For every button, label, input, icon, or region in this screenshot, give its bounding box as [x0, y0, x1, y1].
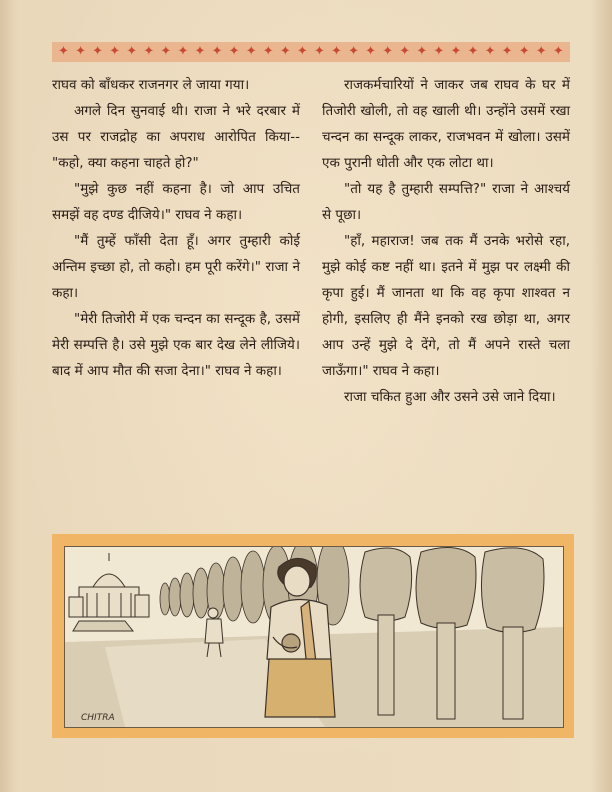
illustration-drawing — [65, 547, 563, 727]
ornament-star-icon: ✦ — [58, 44, 69, 59]
paragraph: "मेरी तिजोरी में एक चन्दन का सन्दूक है, उसमें मेरी सम्पत्ति है। उसे मुझे एक बार देख लेने लीजिये। बाद में आप मौत की सजा देना।" राघव ने कहा। — [52, 311, 300, 379]
ornament-star-icon: ✦ — [279, 44, 291, 59]
ornament-star-icon: ✦ — [416, 44, 428, 59]
ornament-star-icon: ✦ — [228, 44, 240, 59]
ornament-star-icon: ✦ — [450, 44, 462, 59]
ornament-star-icon: ✦ — [313, 44, 325, 59]
artist-signature: CHITRA — [81, 713, 115, 723]
foreground-trees — [360, 548, 544, 719]
text-column-left — [52, 72, 300, 384]
illustration-frame — [52, 534, 574, 738]
illustration — [64, 546, 564, 728]
text-column-right — [322, 72, 570, 410]
ornament-star-icon: ✦ — [92, 44, 104, 59]
paragraph: "तो यह है तुम्हारी सम्पत्ति?" राजा ने आश्चर्य से पूछा। — [322, 181, 570, 223]
paragraph: राजा चकित हुआ और उसने उसे जाने दिया। — [344, 389, 556, 405]
paragraph: राघव को बाँधकर राजनगर ले जाया गया। — [52, 77, 250, 93]
ornament-star-icon: ✦ — [245, 44, 257, 59]
ornament-star-icon: ✦ — [382, 44, 394, 59]
ornament-star-icon: ✦ — [143, 44, 155, 59]
paragraph: "मैं तुम्हें फाँसी देता हूँ। अगर तुम्हारी कोई अन्तिम इच्छा हो, तो कहो। हम पूरी करेंगे।" राजा ने कहा। — [52, 233, 300, 301]
ornament-star-icon: ✦ — [75, 44, 86, 59]
ornament-star-icon: ✦ — [109, 44, 121, 59]
ornament-star-icon: ✦ — [160, 44, 172, 59]
ornament-star-icon: ✦ — [296, 44, 308, 59]
ornament-star-icon: ✦ — [518, 44, 530, 59]
ornament-star-icon: ✦ — [348, 44, 359, 59]
ornament-star-icon: ✦ — [331, 44, 342, 59]
ornament-star-icon: ✦ — [535, 44, 547, 59]
ornament-star-icon: ✦ — [467, 44, 479, 59]
ornament-star-icon: ✦ — [501, 44, 513, 59]
paragraph: राजकर्मचारियों ने जाकर जब राघव के घर में तिजोरी खोली, तो वह खाली थी। उन्होंने उसमें रखा चन्दन का सन्दूक लाकर, राजभवन में खोला। उसमें एक पुरानी धोती और एक लोटा था। — [322, 77, 570, 171]
paragraph: अगले दिन सुनवाई थी। राजा ने भरे दरबार में उस पर राजद्रोह का अपराध आरोपित किया--"कहो, क्या कहना चाहते हो?" — [52, 103, 300, 171]
ornament-star-icon: ✦ — [433, 44, 445, 59]
ornament-star-icon: ✦ — [194, 44, 206, 59]
ornament-star-icon: ✦ — [262, 44, 274, 59]
ornament-star-icon: ✦ — [211, 44, 223, 59]
ornament-star-icon: ✦ — [365, 44, 377, 59]
ornament-star-icon: ✦ — [484, 44, 496, 59]
ornament-star-icon: ✦ — [177, 44, 189, 59]
ornament-star-icon: ✦ — [399, 44, 411, 59]
paragraph: "मुझे कुछ नहीं कहना है। जो आप उचित समझें वह दण्ड दीजिये।" राघव ने कहा। — [52, 181, 300, 223]
ornament-star-icon: ✦ — [552, 44, 564, 59]
ornament-star-icon: ✦ — [126, 44, 138, 59]
paragraph: "हाँ, महाराज! जब तक मैं उनके भरोसे रहा, मुझे कोई कष्ट नहीं था। इतने में मुझ पर लक्ष्मी की कृपा हुई। मैं जानता था कि वह कृपा शाश्वत न होगी, इसलिए ही मैंने इनको रख छोड़ा था, अगर आप उन्हें मुझे दे देंगे, तो मैं अपने रास्ते चला जाऊँगा।" राघव ने कहा। — [322, 233, 570, 379]
decorative-border — [52, 42, 570, 62]
